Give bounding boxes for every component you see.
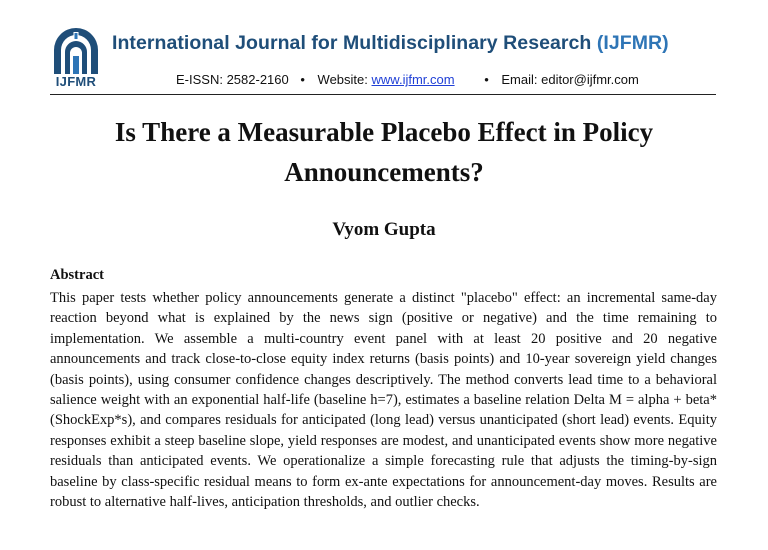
ijfmr-logo [50, 24, 102, 90]
logo-text: IJFMR [55, 74, 97, 89]
header-divider [50, 94, 716, 95]
abstract-heading: Abstract [50, 267, 104, 283]
paper-author: Vyom Gupta [332, 219, 436, 240]
paper-title [30, 112, 738, 192]
bullet-separator: • [484, 72, 489, 87]
bullet-separator: • [300, 72, 305, 87]
journal-contact-line [176, 72, 639, 87]
paper-title-line-2: Announcements? [284, 157, 484, 187]
website-label: Website: [317, 72, 368, 87]
website-link[interactable]: www.ijfmr.com [371, 72, 455, 87]
paper-title-line-1: Is There a Measurable Placebo Effect in Policy [114, 117, 654, 147]
abstract-body: This paper tests whether policy announcements generate a distinct "placebo" effect: an incremental same-day reaction beyond what is explained by the news sign (positive or negative) and the time remaining to implementation. We assemble a multi-country event panel with at least 20 positive and 20 negative announcements and track close-to-close equity index returns (basis points) and 10-year sovereign yield changes (basis points), using consumer confidence changes descriptively. The method converts lead time to a behavioral salience weight with an exponential half-life (baseline h=7), estimates a baseline relation Delta M = alpha + beta*(ShockExp*s), and compares residuals for anticipated (long lead) versus unanticipated (short lead) events. Equity responses exhibit a steep baseline slope, yield responses are modest, and unanticipated events show more negative residuals than anticipated events. We operationalize a simple forecasting rule that adjusts the timing-by-sign baseline by class-specific residual means to form ex-ante expectations for announcement-day moves. Results are robust to alternative half-lives, anticipation thresholds, and outlier checks. [50, 290, 717, 511]
journal-full-name: International Journal for Multidisciplinary Research [112, 32, 592, 54]
journal-header [0, 0, 768, 100]
email: Email: editor@ijfmr.com [501, 72, 639, 87]
journal-name [112, 32, 669, 55]
journal-abbreviation: (IJFMR) [596, 32, 669, 54]
eissn: E-ISSN: 2582-2160 [176, 72, 289, 87]
